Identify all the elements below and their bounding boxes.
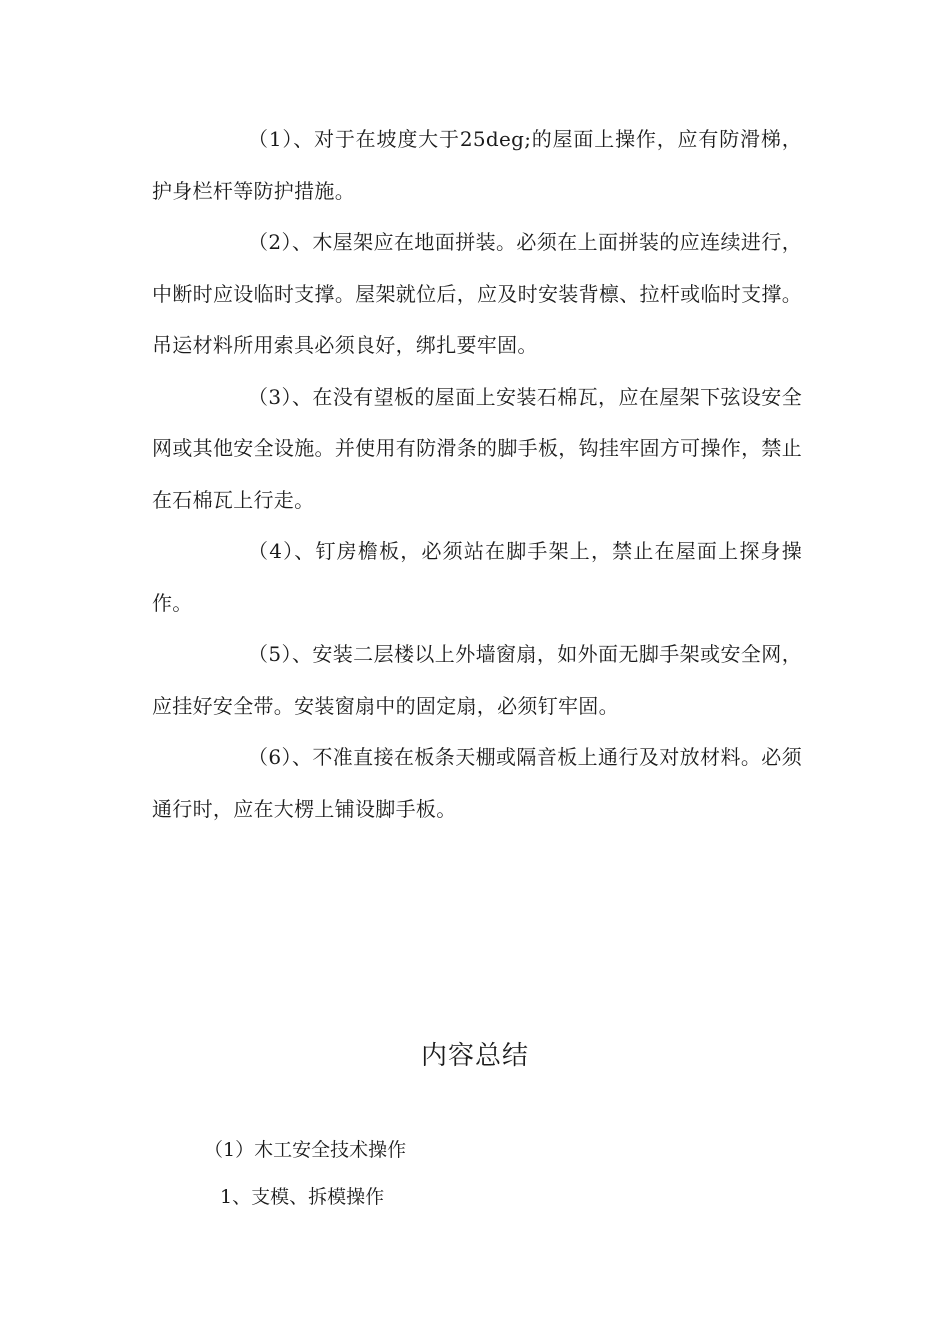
summary-item-2: 1、支模、拆模操作 — [220, 1186, 385, 1208]
summary-title: 内容总结 — [420, 1041, 529, 1071]
paragraph-2: （2）、木屋架应在地面拼装。必须在上面拼装的应连续进行，中断时应设临时支撑。屋架就位后，应及时安装背檩、拉杆或临时支撑。吊运材料所用索具必须良好，绑扎要牢固。 — [152, 230, 802, 357]
paragraph-1: （1）、对于在坡度大于25deg;的屋面上操作，应有防滑梯，护身栏杆等防护措施。 — [152, 127, 802, 203]
document-body — [152, 114, 802, 835]
paragraph-6: （6）、不准直接在板条天棚或隔音板上通行及对放材料。必须通行时，应在大楞上铺设脚手板。 — [152, 745, 802, 821]
paragraph-3: （3）、在没有望板的屋面上安装石棉瓦，应在屋架下弦设安全网或其他安全设施。并使用有防滑条的脚手板，钩挂牢固方可操作，禁止在石棉瓦上行走。 — [152, 384, 802, 512]
paragraph-5: （5）、安装二层楼以上外墙窗扇，如外面无脚手架或安全网，应挂好安全带。安装窗扇中的固定扇，必须钉牢固。 — [152, 642, 802, 718]
summary-item-1: （1）木工安全技术操作 — [204, 1139, 407, 1161]
paragraph-4: （4）、钉房檐板，必须站在脚手架上，禁止在屋面上探身操作。 — [152, 539, 802, 615]
